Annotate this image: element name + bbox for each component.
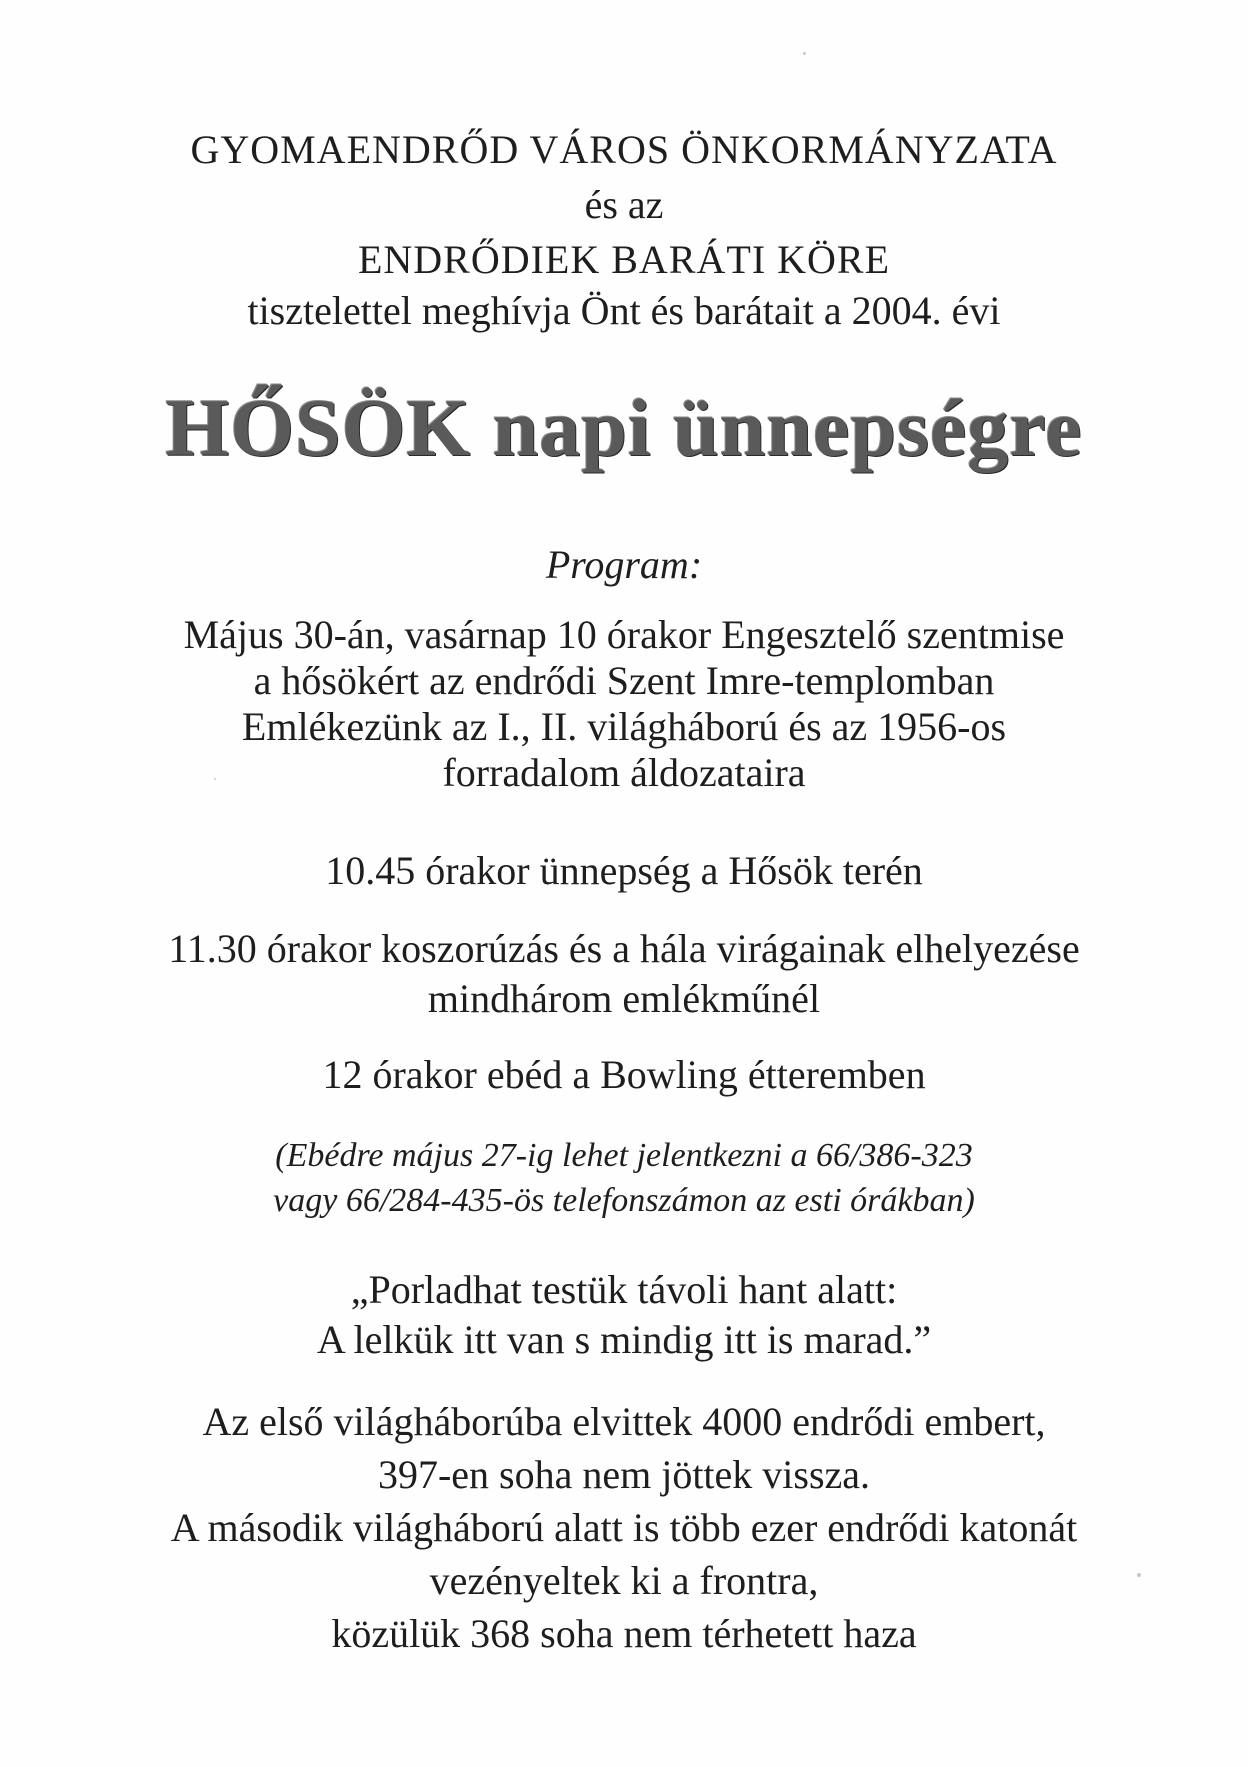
memorial-quote	[40, 1265, 1208, 1365]
program-item-wreath-line: mindhárom emlékműnél	[427, 976, 821, 1021]
program-heading	[40, 540, 1208, 590]
organizers	[40, 122, 1208, 287]
program-item-lunch-line: 12 órakor ebéd a Bowling étteremben	[322, 1052, 926, 1097]
program-item-ceremony	[40, 848, 1208, 894]
history-line: közülük 368 soha nem térhetett haza	[331, 1611, 917, 1656]
event-title-text: HŐSÖK napi ünnepségre	[165, 382, 1083, 473]
history-line: 397-en soha nem jöttek vissza.	[377, 1452, 871, 1497]
program-item-ceremony-line: 10.45 órakor ünnepség a Hősök terén	[325, 848, 923, 893]
program-heading-text: Program:	[545, 542, 703, 587]
history-line: A második világháború alatt is több ezer endrődi katonát	[170, 1505, 1078, 1550]
organizer-conjunction: és az	[584, 182, 664, 227]
history-paragraph	[40, 1395, 1208, 1660]
scan-speck	[1137, 1573, 1141, 1577]
event-title	[40, 378, 1208, 478]
program-item-mass-line: Emlékezünk az I., II. világháború és az 1956-os	[241, 704, 1007, 749]
history-line: vezényeltek ki a frontra,	[429, 1558, 819, 1603]
organizer-society: ENDRŐDIEK BARÁTI KÖRE	[357, 237, 891, 282]
registration-note-line: vagy 66/284-435-ös telefonszámon az esti órákban)	[273, 1182, 975, 1219]
registration-note	[40, 1133, 1208, 1223]
memorial-quote-line: A lelkük itt van s mindig itt is marad.”	[316, 1317, 932, 1362]
program-item-mass-line: Május 30-án, vasárnap 10 órakor Engesztelő szentmise	[183, 612, 1065, 657]
program-item-lunch	[40, 1050, 1208, 1100]
program-item-wreath-line: 11.30 órakor koszorúzás és a hála virágainak elhelyezése	[168, 926, 1080, 971]
program-item-mass-line: forradalom áldozataira	[442, 750, 806, 795]
scan-speck	[803, 52, 806, 55]
program-item-mass	[40, 612, 1208, 796]
invitation-line: tisztelettel meghívja Önt és barátait a 2004. évi	[247, 288, 1001, 333]
organizer-municipality: GYOMAENDRŐD VÁROS ÖNKORMÁNYZATA	[190, 127, 1058, 172]
scan-speck	[214, 778, 216, 780]
memorial-quote-line: „Porladhat testük távoli hant alatt:	[350, 1267, 898, 1312]
history-line: Az első világháborúba elvittek 4000 endrődi embert,	[202, 1399, 1046, 1444]
invitation-text	[40, 283, 1208, 338]
registration-note-line: (Ebédre május 27-ig lehet jelentkezni a 66/386-323	[275, 1137, 973, 1174]
program-item-wreath	[40, 924, 1208, 1024]
program-item-mass-line: a hősökért az endrődi Szent Imre-templomban	[253, 658, 995, 703]
